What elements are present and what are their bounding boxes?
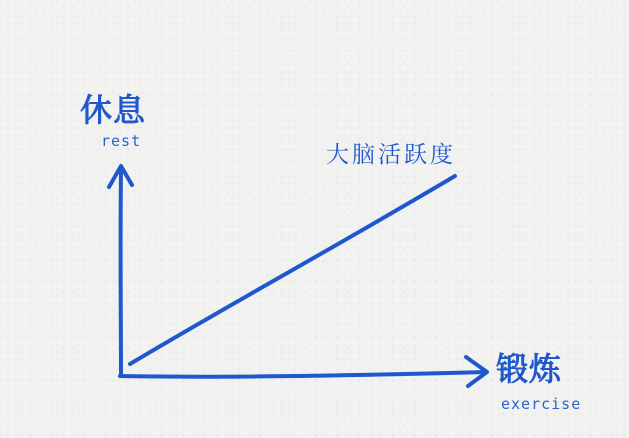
trend-line-label: 大脑活跃度 — [326, 142, 456, 168]
x-axis-line — [120, 372, 486, 377]
y-axis-title: 休息 — [80, 91, 147, 129]
x-axis-subtitle: exercise — [501, 395, 582, 413]
trend-line — [130, 176, 455, 364]
y-axis-subtitle: rest — [101, 132, 142, 150]
x-axis-title: 锻炼 — [496, 350, 563, 388]
